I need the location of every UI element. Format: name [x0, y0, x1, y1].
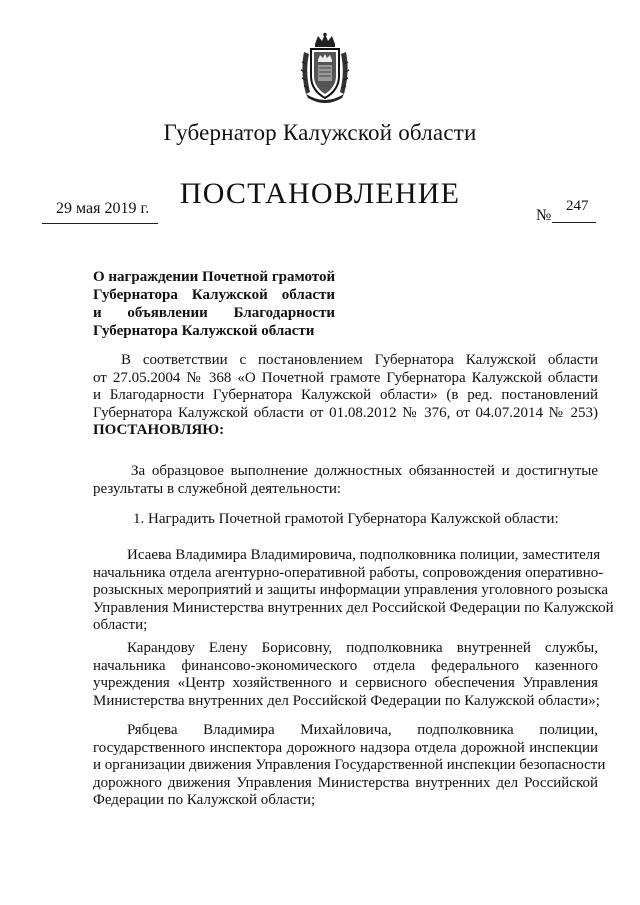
- coat-of-arms-icon: [296, 32, 354, 106]
- awardee-paragraph: [93, 547, 614, 635]
- awardee-line: и организации движения Управления Государственной инспекции безопасности: [93, 757, 606, 773]
- document-subject: [93, 268, 335, 340]
- awardee-line: дорожного движения Управления Министерства внутренних дел Российской: [93, 774, 598, 791]
- awardee-paragraph: [93, 640, 598, 710]
- awardee-line: учреждения «Центр хозяйственного и сервисного обеспечения Управления: [93, 675, 598, 691]
- document-date: 29 мая 2019 г.: [56, 200, 150, 217]
- issuing-authority: Губернатор Калужской области: [163, 120, 477, 145]
- awardee-line: начальника отдела агентурно-оперативной работы, сопровождения оперативно-: [93, 564, 604, 581]
- awardee-line: Федерации по Калужской области;: [93, 792, 316, 808]
- resolve-word: ПОСТАНОВЛЯЮ:: [93, 422, 225, 438]
- number-underline: [552, 222, 596, 223]
- preamble-line: В соответствии с постановлением Губернатора Калужской области: [121, 352, 598, 368]
- awardee-line: начальника финансово-экономического отдела федерального казенного: [93, 657, 598, 674]
- awardee-line: области;: [93, 617, 148, 633]
- intro-line: За образцовое выполнение должностных обязанностей и достигнутые: [131, 463, 598, 479]
- document-number: 247: [566, 198, 589, 214]
- awardee-line: Исаева Владимира Владимировича, подполковника полиции, заместителя: [127, 547, 601, 563]
- item-1-text: 1. Наградить Почетной грамотой Губернатора Калужской области:: [133, 511, 559, 527]
- awardee-line: Министерства внутренних дел Российской Федерации по Калужской области»;: [93, 692, 600, 709]
- date-underline: [42, 223, 158, 224]
- awardee-paragraph: [93, 722, 606, 810]
- awardee-line: розыскных мероприятий и защиты информации управления уголовного розыска: [93, 582, 609, 598]
- awardee-line: государственного инспектора дорожного надзора отдела дорожной инспекции: [93, 739, 598, 756]
- subject-line: и объявлении Благодарности: [93, 305, 335, 321]
- subject-line: Губернатора Калужской области: [93, 287, 335, 303]
- preamble-line: и Благодарности Губернатора Калужской области» (в ред. постановлений: [93, 387, 598, 403]
- preamble-line: Губернатора Калужской области от 01.08.2012 № 376, от 04.07.2014 № 253): [93, 404, 598, 421]
- item-1: [93, 511, 598, 529]
- document-number-label: №: [536, 207, 552, 224]
- awardee-line: Рябцева Владимира Михайловича, подполковника полиции,: [127, 722, 598, 738]
- intro-paragraph: [93, 463, 598, 498]
- preamble-line: от 27.05.2004 № 368 «О Почетной грамоте Губернатора Калужской области: [93, 369, 598, 386]
- awardee-line: Карандову Елену Борисовну, подполковника внутренней службы,: [127, 640, 598, 656]
- subject-line: О награждении Почетной грамотой: [93, 269, 336, 285]
- intro-line: результаты в служебной деятельности:: [93, 480, 342, 497]
- subject-line: Губернатора Калужской области: [93, 323, 315, 339]
- preamble-paragraph: [93, 352, 598, 440]
- document-type-title: ПОСТАНОВЛЕНИЕ: [179, 177, 461, 210]
- awardee-line: Управления Министерства внутренних дел Российской Федерации по Калужской: [93, 599, 614, 616]
